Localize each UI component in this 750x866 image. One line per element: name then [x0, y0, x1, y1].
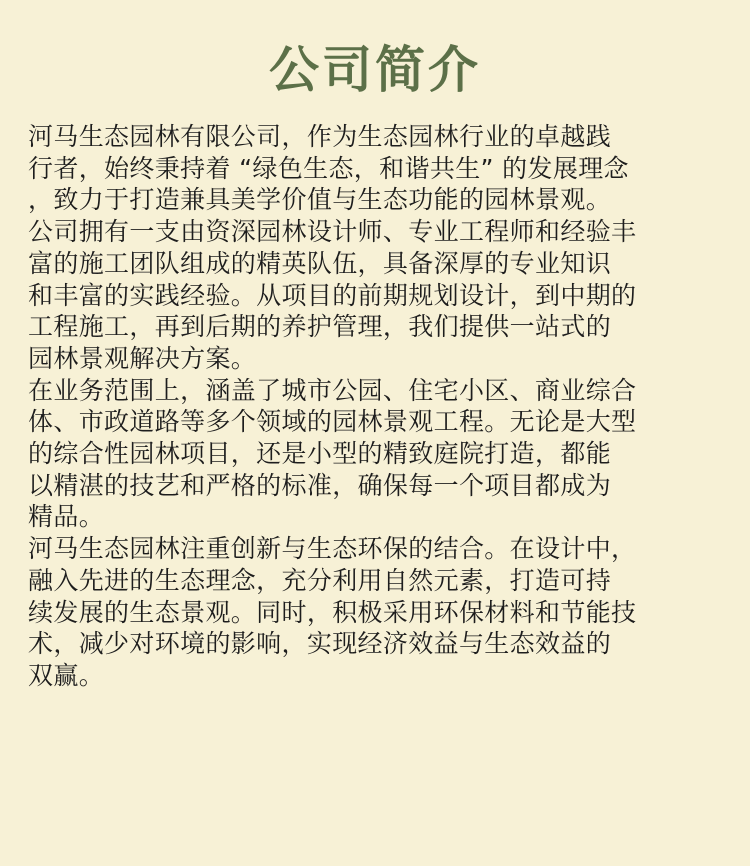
text-line: 河马生态园林有限公司，作为生态园林行业的卓越践 — [28, 122, 612, 151]
text-line: 融入先进的生态理念，充分利用自然元素，打造可持 — [28, 565, 612, 595]
text-line: 富的施工团队组成的精英队伍，具备深厚的专业知识 — [28, 248, 612, 278]
profile-content — [28, 121, 736, 692]
text-line: 术，减少对环境的影响，实现经济效益与生态效益的 — [28, 629, 612, 659]
text-line: 精品。 — [28, 502, 105, 532]
text-line: 公司拥有一支由资深园林设计师、专业工程师和经验丰 — [28, 217, 637, 247]
text-line: 和丰富的实践经验。从项目的前期规划设计，到中期的 — [28, 280, 637, 310]
text-line: 河马生态园林注重创新与生态环保的结合。在设计中， — [28, 534, 637, 564]
text-line: 双赢。 — [28, 660, 105, 690]
text-line: ，致力于打造兼具美学价值与生态功能的园林景观。 — [28, 185, 612, 215]
text-line: 工程施工，再到后期的养护管理，我们提供一站式的 — [28, 312, 612, 342]
text-line: 续发展的生态景观。同时，积极采用环保材料和节能技 — [28, 597, 637, 627]
text-line: 在业务范围上，涵盖了城市公园、住宅小区、商业综合 — [28, 375, 637, 405]
text-line: 体、市政道路等多个领域的园林景观工程。无论是大型 — [28, 407, 637, 437]
page-title: 公司简介 — [269, 41, 481, 99]
text-line: 以精湛的技艺和严格的标准，确保每一个项目都成为 — [28, 470, 612, 500]
text-line: 园林景观解决方案。 — [28, 343, 257, 373]
text-line: 的综合性园林项目，还是小型的精致庭院打造，都能 — [28, 439, 612, 469]
text-line: 行者，始终秉持着 “绿色生态，和谐共生” 的发展理念 — [28, 153, 629, 183]
